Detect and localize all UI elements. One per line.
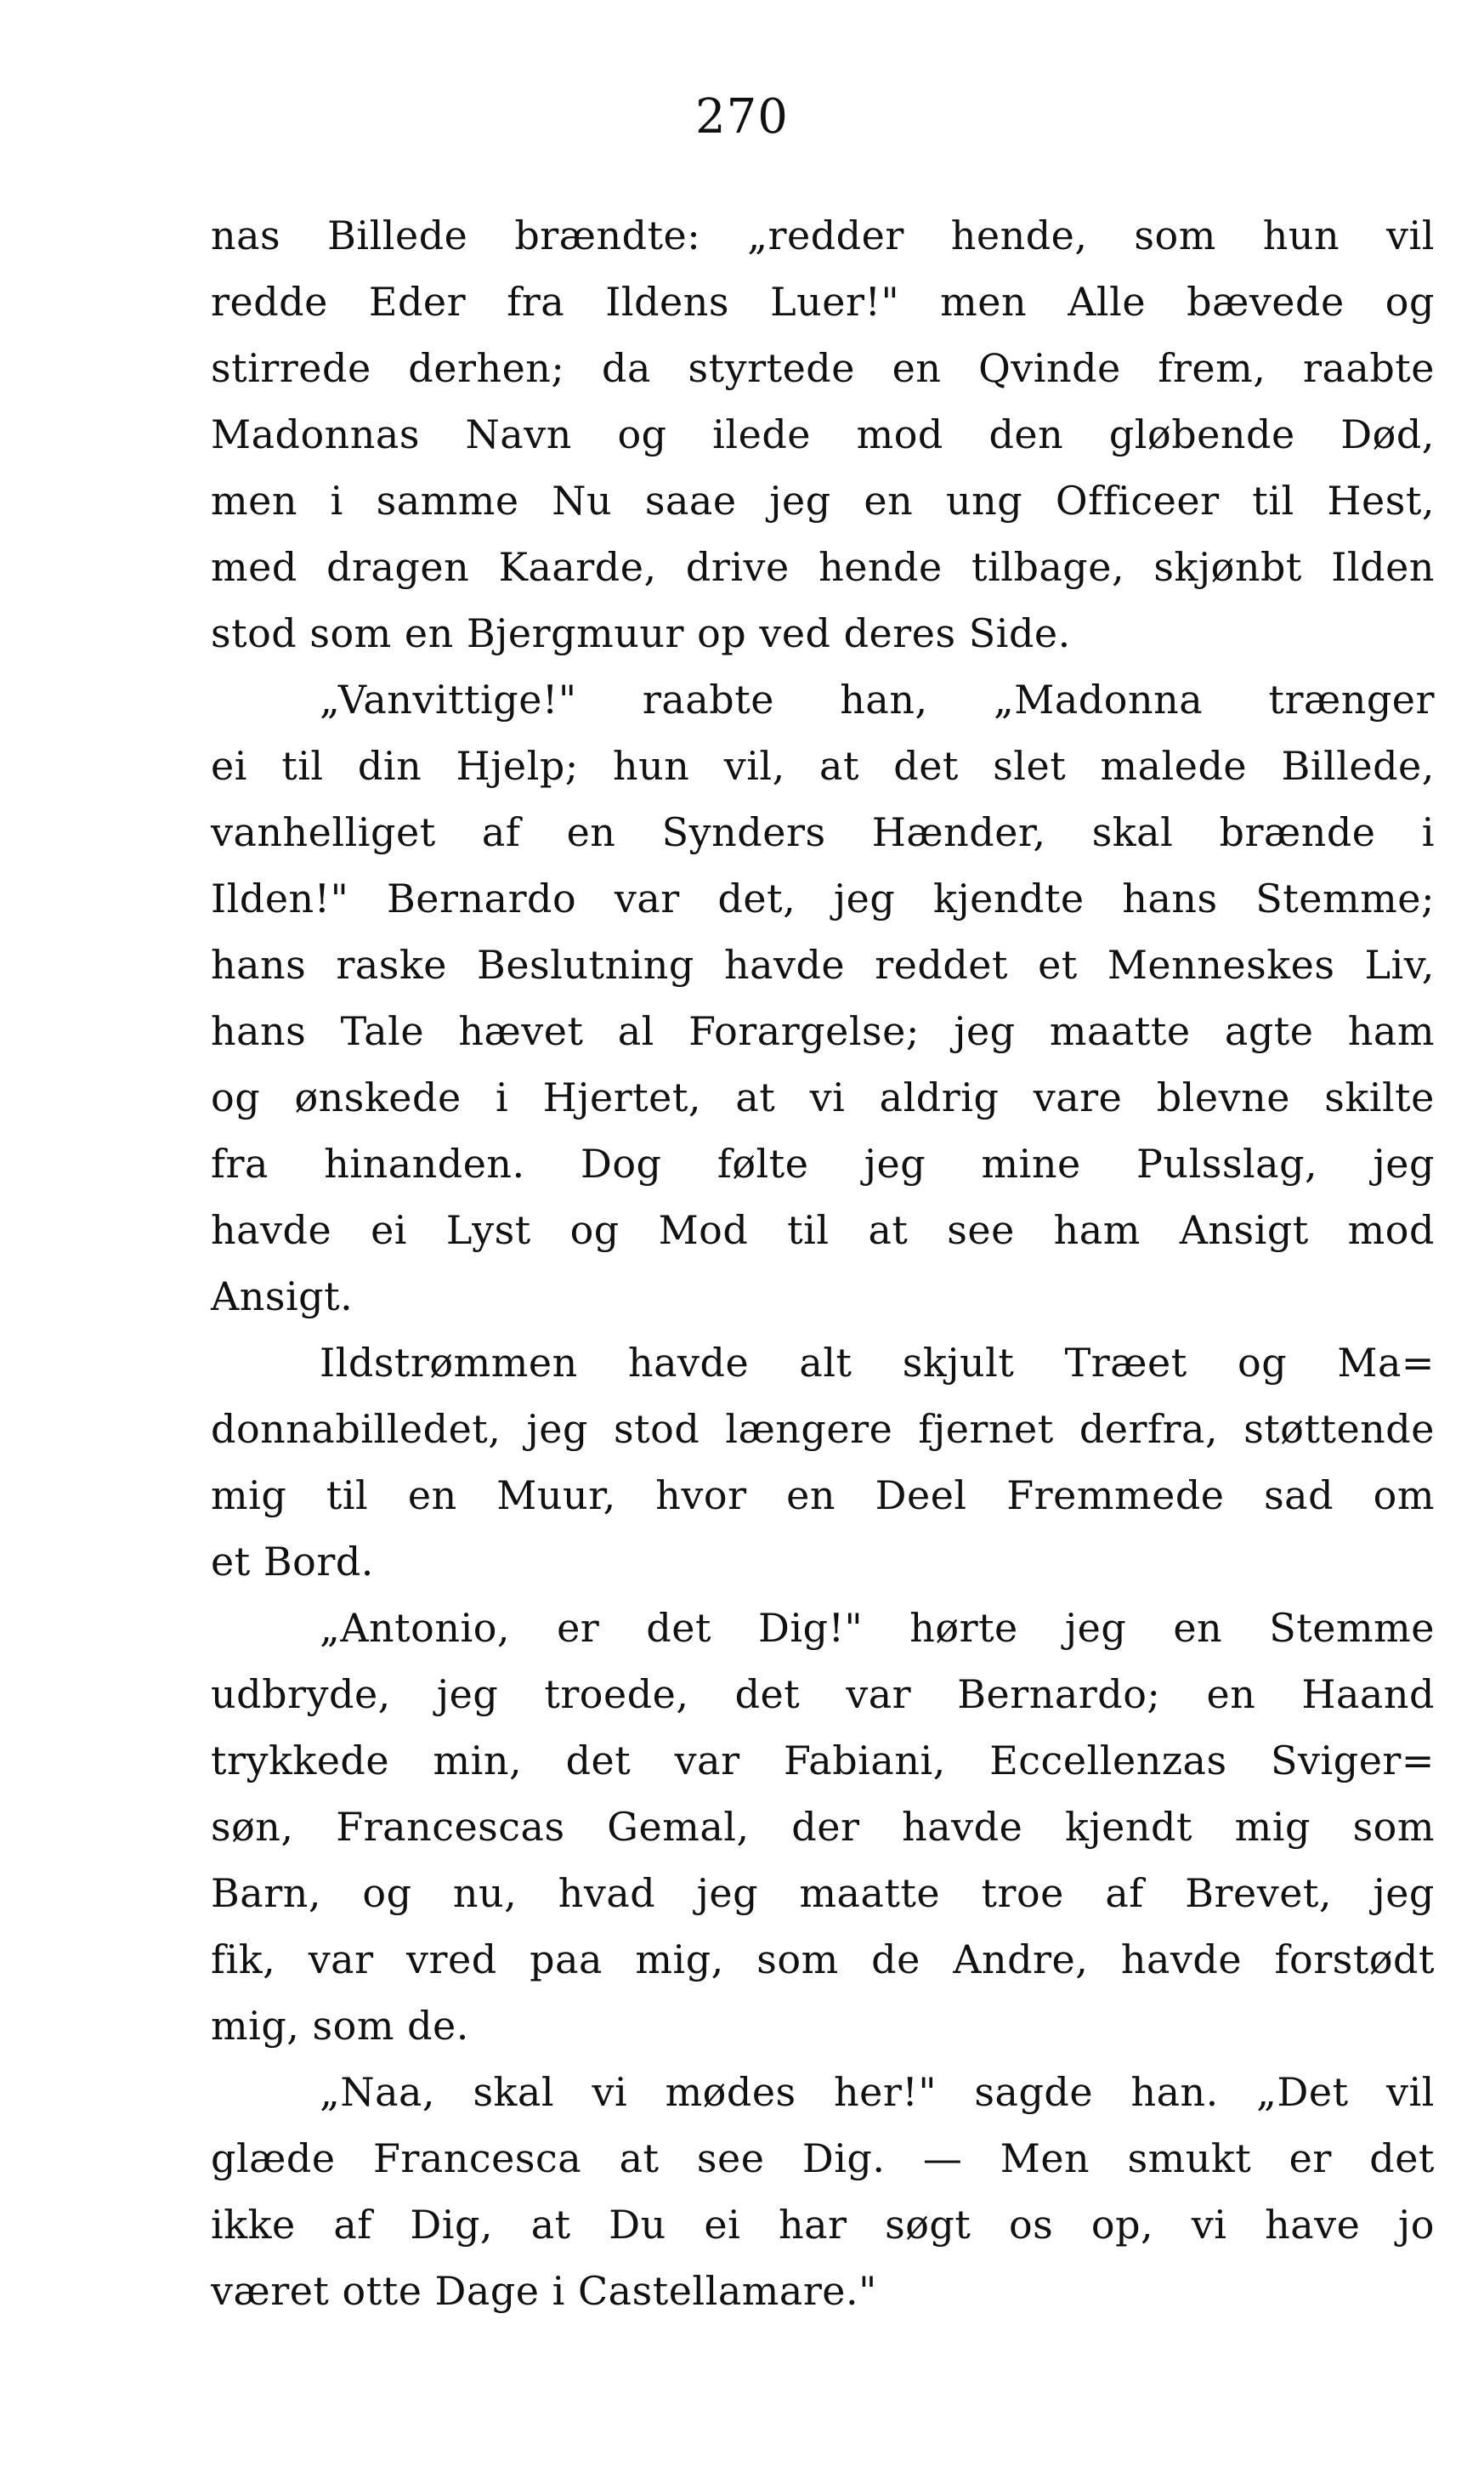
- text-line: [211, 401, 1435, 468]
- text-line: [211, 468, 1435, 534]
- word: vil: [1385, 2069, 1435, 2115]
- word: havde: [1120, 1936, 1243, 1982]
- word: hende: [818, 544, 943, 590]
- text-line: et Bord.: [211, 1539, 374, 1585]
- text-line: [211, 534, 1435, 600]
- word: en: [1173, 1605, 1223, 1651]
- word: „Det: [1256, 2069, 1349, 2115]
- word: „Antonio,: [320, 1605, 511, 1651]
- word: raske: [336, 942, 447, 988]
- word: ung: [945, 478, 1023, 524]
- word: Navn: [465, 411, 572, 457]
- word: raabte: [642, 677, 774, 723]
- word: derhen;: [408, 345, 565, 391]
- word: søn,: [211, 1804, 294, 1850]
- word: Tale: [340, 1008, 425, 1054]
- word: til: [326, 1472, 369, 1518]
- word: brændte:: [514, 213, 701, 258]
- word: Fremmede: [1006, 1472, 1225, 1518]
- word: slet: [993, 743, 1067, 789]
- text-line: Ansigt.: [211, 1273, 354, 1319]
- text-line: [211, 1727, 1435, 1794]
- word: nu,: [452, 1870, 518, 1916]
- word: Du: [609, 2202, 666, 2248]
- word: skjult: [902, 1340, 1015, 1386]
- word: Synders: [661, 809, 826, 855]
- word: hans: [211, 1008, 307, 1054]
- word: Gemal,: [607, 1804, 750, 1850]
- word: udbryde,: [211, 1671, 391, 1717]
- word: jeg: [1373, 1141, 1435, 1187]
- word: Hænder,: [871, 809, 1046, 855]
- word: Beslutning: [477, 942, 694, 988]
- word: ilede: [712, 411, 811, 457]
- word: forstødt: [1274, 1936, 1435, 1982]
- word: „redder: [747, 213, 904, 258]
- word: han,: [840, 677, 928, 723]
- word: jeg: [769, 478, 831, 524]
- word: din: [357, 743, 422, 789]
- word: følte: [717, 1141, 809, 1187]
- text-line: [211, 1330, 1435, 1396]
- word: ønskede: [294, 1074, 462, 1120]
- text-line: [211, 1131, 1435, 1197]
- word: en: [566, 809, 616, 855]
- word: skal: [473, 2069, 555, 2115]
- word: Menneskes: [1107, 942, 1335, 988]
- word: en: [892, 345, 942, 391]
- word: til: [281, 743, 324, 789]
- text-line: [211, 2191, 1435, 2258]
- word: til: [787, 1207, 830, 1253]
- word: Fabiani,: [784, 1738, 946, 1783]
- word: at: [619, 2135, 660, 2181]
- word: sad: [1264, 1472, 1334, 1518]
- word: see: [696, 2135, 765, 2181]
- word: Ildens: [605, 279, 730, 325]
- text-line: været otte Dage i Castellamare.": [211, 2268, 877, 2314]
- word: skjønbt: [1153, 544, 1302, 590]
- word: havde: [627, 1340, 750, 1386]
- word: Francescas: [336, 1804, 565, 1850]
- word: sagde: [974, 2069, 1094, 2115]
- word: see: [947, 1207, 1015, 1253]
- word: Officeer: [1055, 478, 1220, 524]
- word: redde: [211, 279, 328, 325]
- page-number: 270: [695, 89, 789, 145]
- word: have: [1265, 2202, 1361, 2248]
- word: det,: [717, 876, 796, 921]
- word: vare: [1033, 1074, 1123, 1120]
- text-line: [211, 799, 1435, 865]
- word: hinanden.: [324, 1141, 525, 1187]
- word: saae: [644, 478, 737, 524]
- word: som: [756, 1936, 839, 1982]
- word: trykkede: [211, 1738, 390, 1783]
- word: Ansigt: [1179, 1207, 1309, 1253]
- word: i: [496, 1074, 509, 1120]
- text-line: [211, 1595, 1435, 1661]
- text-line: [211, 1197, 1435, 1263]
- word: var: [846, 1671, 912, 1717]
- word: tilbage,: [971, 544, 1125, 590]
- word: Hjertet,: [542, 1074, 701, 1120]
- body-text: [211, 202, 1435, 2324]
- word: og: [617, 411, 667, 457]
- word: troe: [981, 1870, 1064, 1916]
- word: jeg: [1373, 1870, 1435, 1916]
- word: fra: [507, 279, 565, 325]
- word: jeg: [526, 1406, 588, 1452]
- word: af: [481, 809, 521, 855]
- word: bævede: [1187, 279, 1345, 325]
- word: jo: [1398, 2202, 1435, 2248]
- text-line: stod som en Bjergmuur op ved deres Side.: [211, 610, 1071, 656]
- word: aldrig: [879, 1074, 1000, 1120]
- word: og: [211, 1074, 261, 1120]
- word: donnabilledet,: [211, 1406, 501, 1452]
- word: vred: [406, 1936, 497, 1982]
- word: troede,: [544, 1671, 689, 1717]
- word: vanhelliget: [211, 809, 436, 855]
- word: men: [940, 279, 1028, 325]
- word: Forargelse;: [688, 1008, 920, 1054]
- word: jeg: [833, 876, 896, 921]
- word: Muur,: [496, 1472, 616, 1518]
- word: jeg: [696, 1870, 759, 1916]
- text-line: [211, 666, 1435, 733]
- word: Bernardo;: [957, 1671, 1161, 1717]
- word: Lyst: [445, 1207, 531, 1253]
- word: støttende: [1243, 1406, 1435, 1452]
- word: Dig,: [410, 2202, 494, 2248]
- word: er: [557, 1605, 600, 1651]
- word: kjendt: [1065, 1804, 1192, 1850]
- word: om: [1373, 1472, 1435, 1518]
- word: „Naa,: [320, 2069, 436, 2115]
- word: glæde: [211, 2135, 336, 2181]
- word: at: [735, 1074, 776, 1120]
- word: Ilden!": [211, 876, 349, 921]
- word: mig,: [635, 1936, 724, 1982]
- word: vil,: [723, 743, 785, 789]
- word: at: [868, 1207, 909, 1253]
- word: Mod: [658, 1207, 749, 1253]
- word: mødes: [665, 2069, 796, 2115]
- word: var: [614, 876, 680, 921]
- word: mig: [211, 1472, 287, 1518]
- word: Træet: [1064, 1340, 1187, 1386]
- word: frem,: [1158, 345, 1266, 391]
- word: smukt: [1127, 2135, 1252, 2181]
- word: havde: [723, 942, 846, 988]
- word: samme: [376, 478, 519, 524]
- word: stirrede: [211, 345, 371, 391]
- word: derfra,: [1079, 1406, 1219, 1452]
- word: os: [1008, 2202, 1054, 2248]
- word: kjendte: [933, 876, 1085, 921]
- word: al: [617, 1008, 654, 1054]
- word: mod: [1347, 1207, 1435, 1253]
- text-line: [211, 865, 1435, 932]
- word: det: [646, 1605, 711, 1651]
- word: Deel: [875, 1472, 967, 1518]
- word: „Madonna: [993, 677, 1204, 723]
- word: Hest,: [1327, 478, 1435, 524]
- word: af: [1105, 1870, 1144, 1916]
- word: Eder: [368, 279, 467, 325]
- word: Ilden: [1331, 544, 1435, 590]
- word: af: [333, 2202, 372, 2248]
- text-line: [211, 1794, 1435, 1860]
- word: hørte: [909, 1605, 1018, 1651]
- word: og: [569, 1207, 620, 1253]
- word: Alle: [1068, 279, 1147, 325]
- word: det: [565, 1738, 632, 1783]
- word: de: [871, 1936, 920, 1982]
- word: skal: [1091, 809, 1174, 855]
- word: reddet: [875, 942, 1009, 988]
- word: Kaarde,: [498, 544, 657, 590]
- word: gløbende: [1108, 411, 1295, 457]
- word: var: [674, 1738, 740, 1783]
- word: Dig.: [801, 2135, 886, 2181]
- word: ei: [371, 1207, 408, 1253]
- word: jeg: [1064, 1605, 1127, 1651]
- word: et: [1038, 942, 1078, 988]
- word: mine: [981, 1141, 1081, 1187]
- word: raabte: [1302, 345, 1435, 391]
- word: Død,: [1340, 411, 1435, 457]
- word: brænde: [1219, 809, 1376, 855]
- text-line: [211, 2059, 1435, 2125]
- word: dragen: [326, 544, 470, 590]
- text-line: [211, 1661, 1435, 1727]
- word: ei: [211, 743, 247, 789]
- word: hun: [1262, 213, 1340, 258]
- word: alt: [799, 1340, 852, 1386]
- text-line: [211, 1462, 1435, 1528]
- word: at: [530, 2202, 571, 2248]
- word: hans: [1122, 876, 1218, 921]
- word: mod: [856, 411, 943, 457]
- word: en: [407, 1472, 457, 1518]
- word: til: [1252, 478, 1294, 524]
- word: i: [330, 478, 343, 524]
- text-line: [211, 335, 1435, 401]
- word: er: [1289, 2135, 1332, 2181]
- word: Pulsslag,: [1136, 1141, 1318, 1187]
- word: der: [791, 1804, 860, 1850]
- word: som: [1352, 1804, 1435, 1850]
- word: en: [1206, 1671, 1256, 1717]
- word: jeg: [436, 1671, 499, 1717]
- word: det: [893, 743, 959, 789]
- word: skilte: [1324, 1074, 1435, 1120]
- word: hun: [613, 743, 690, 789]
- word: det: [734, 1671, 801, 1717]
- word: „Vanvittige!": [320, 677, 577, 723]
- word: fjernet: [918, 1406, 1054, 1452]
- word: Men: [1000, 2135, 1090, 2181]
- word: blevne: [1156, 1074, 1290, 1120]
- word: Andre,: [953, 1936, 1089, 1982]
- word: fra: [211, 1141, 269, 1187]
- text-line: [211, 2125, 1435, 2191]
- text-line: [211, 269, 1435, 335]
- word: som: [1134, 213, 1216, 258]
- word: da: [602, 345, 651, 391]
- word: Sviger=: [1271, 1738, 1435, 1783]
- text-line: [211, 998, 1435, 1064]
- word: hende,: [950, 213, 1088, 258]
- text-line: [211, 1860, 1435, 1926]
- word: Hjelp;: [456, 743, 579, 789]
- word: har: [778, 2202, 847, 2248]
- word: mig: [1234, 1804, 1311, 1850]
- word: —: [922, 2135, 963, 2181]
- word: hvad: [558, 1870, 656, 1916]
- word: Eccellenzas: [989, 1738, 1227, 1783]
- word: længere: [725, 1406, 893, 1452]
- word: op,: [1090, 2202, 1154, 2248]
- word: ikke: [211, 2202, 296, 2248]
- word: hvor: [655, 1472, 747, 1518]
- text-line: [211, 733, 1435, 799]
- word: Qvinde: [978, 345, 1121, 391]
- word: ei: [704, 2202, 741, 2248]
- word: trænger: [1268, 677, 1435, 723]
- word: at: [819, 743, 859, 789]
- word: med: [211, 544, 297, 590]
- word: malede: [1100, 743, 1248, 789]
- word: var: [308, 1936, 374, 1982]
- word: her!": [834, 2069, 937, 2115]
- word: paa: [530, 1936, 603, 1982]
- word: Dog: [580, 1141, 662, 1187]
- text-line: [211, 1396, 1435, 1462]
- word: Liv,: [1364, 942, 1435, 988]
- word: maatte: [799, 1870, 941, 1916]
- word: drive: [685, 544, 790, 590]
- word: Billede: [327, 213, 468, 258]
- word: han.: [1130, 2069, 1219, 2115]
- word: Ma=: [1337, 1340, 1435, 1386]
- text-line: [211, 1926, 1435, 1993]
- word: hans: [211, 942, 307, 988]
- word: og: [362, 1870, 412, 1916]
- word: stod: [614, 1406, 700, 1452]
- word: Stemme;: [1255, 876, 1435, 921]
- word: i: [1421, 809, 1435, 855]
- word: den: [988, 411, 1064, 457]
- word: maatte: [1049, 1008, 1191, 1054]
- word: ham: [1053, 1207, 1141, 1253]
- word: Brevet,: [1185, 1870, 1333, 1916]
- text-line: [211, 1064, 1435, 1131]
- word: Nu: [552, 478, 613, 524]
- word: Stemme: [1269, 1605, 1435, 1651]
- word: Barn,: [211, 1870, 321, 1916]
- word: Luer!": [770, 279, 900, 325]
- word: ham: [1347, 1008, 1435, 1054]
- word: Dig!": [758, 1605, 864, 1651]
- text-line: [211, 202, 1435, 269]
- word: vi: [592, 2069, 628, 2115]
- word: Billede,: [1281, 743, 1435, 789]
- word: jeg: [864, 1141, 926, 1187]
- word: havde: [211, 1207, 332, 1253]
- word: havde: [902, 1804, 1023, 1850]
- word: agte: [1224, 1008, 1314, 1054]
- word: det: [1369, 2135, 1435, 2181]
- word: min,: [433, 1738, 523, 1783]
- text-line: mig, som de.: [211, 2003, 469, 2049]
- word: en: [786, 1472, 836, 1518]
- word: men: [211, 478, 297, 524]
- word: og: [1238, 1340, 1288, 1386]
- word: Bernardo: [387, 876, 577, 921]
- word: søgt: [885, 2202, 971, 2248]
- word: vil: [1386, 213, 1435, 258]
- word: Haand: [1301, 1671, 1435, 1717]
- word: jeg: [954, 1008, 1016, 1054]
- word: en: [864, 478, 914, 524]
- word: vi: [809, 1074, 846, 1120]
- word: hævet: [458, 1008, 584, 1054]
- word: nas: [211, 213, 281, 258]
- text-line: [211, 932, 1435, 998]
- word: Francesca: [372, 2135, 582, 2181]
- word: fik,: [211, 1936, 276, 1982]
- word: Madonnas: [211, 411, 420, 457]
- word: Ildstrømmen: [320, 1340, 578, 1386]
- word: og: [1385, 279, 1435, 325]
- word: vi: [1191, 2202, 1227, 2248]
- word: styrtede: [688, 345, 855, 391]
